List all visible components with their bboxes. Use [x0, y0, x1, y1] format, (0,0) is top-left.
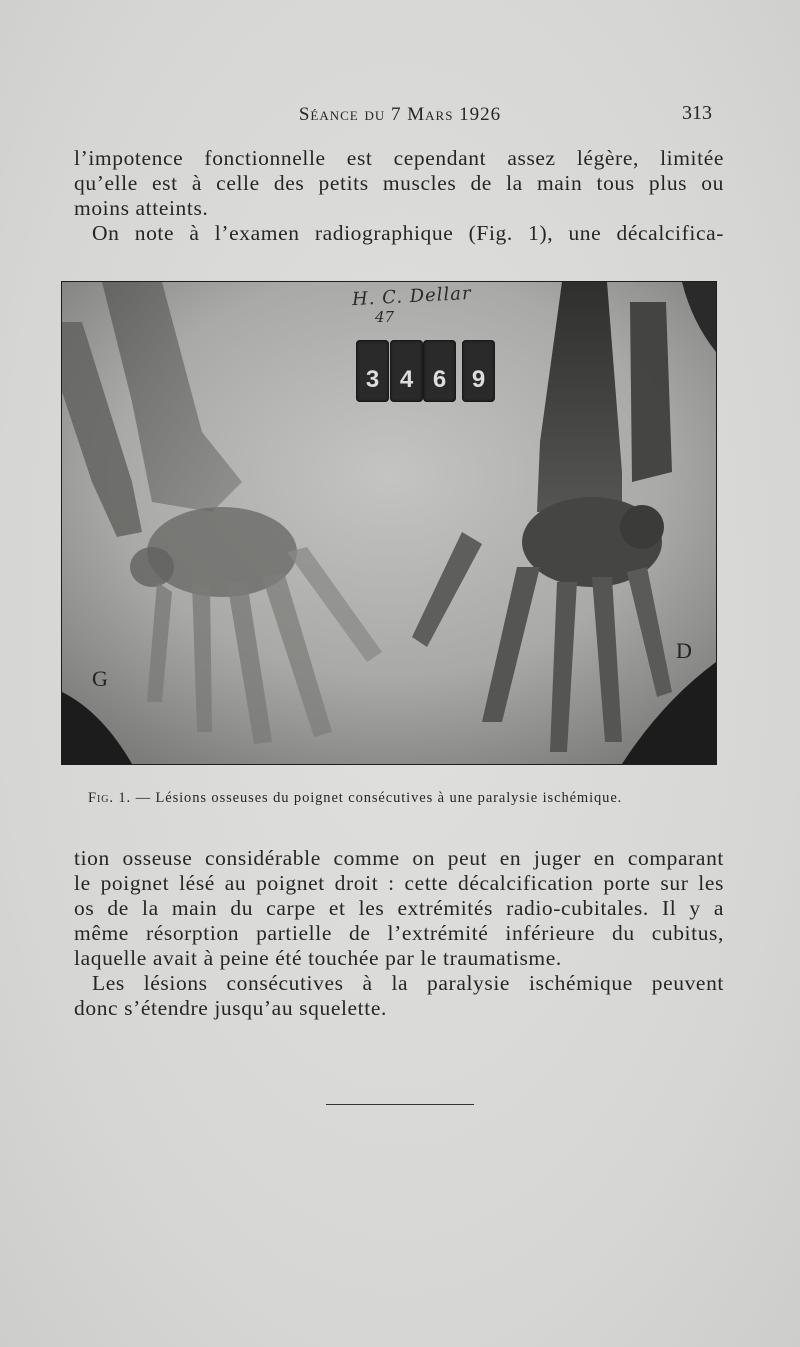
end-rule: [326, 1104, 474, 1105]
text-line: laquelle avait à peine été touchée par le traumatisme.: [74, 946, 562, 970]
text-line: l’impotence fonctionnelle est cependant assez légère, limitée: [74, 146, 724, 170]
page-number: 313: [682, 102, 712, 124]
text-line: os de la main du carpe et les extrémités radio-cubitales. Il y a: [74, 896, 724, 920]
figure-caption: [88, 790, 708, 807]
text-line: le poignet lésé au poignet droit : cette décalcification porte sur les: [74, 871, 724, 895]
running-head: [0, 100, 800, 130]
handwritten-note: H. C. Dellar: [351, 282, 473, 311]
right-side-mark: D: [676, 638, 692, 663]
text-line: qu’elle est à celle des petits muscles de la main tous plus ou: [74, 171, 724, 195]
film-number-digit: 4: [390, 340, 423, 402]
film-number-digit: 6: [423, 340, 456, 402]
text-line: On note à l’examen radiographique (Fig. 1), une décalcifica-: [92, 221, 724, 245]
paragraph-top: [74, 146, 724, 246]
xray-figure: [62, 282, 716, 764]
text-line: moins atteints.: [74, 196, 209, 220]
figure-caption-text: — Lésions osseuses du poignet consécutives à une paralysie ischémique.: [131, 790, 623, 806]
paragraph-bottom: [74, 846, 724, 1021]
handwritten-note-number: 47: [375, 308, 395, 326]
text-line: même résorption partielle de l’extrémité inférieure du cubitus,: [74, 921, 724, 945]
left-side-mark: G: [92, 666, 108, 691]
text-line: tion osseuse considérable comme on peut en juger en comparant: [74, 846, 724, 870]
figure-caption-label: Fig. 1.: [88, 790, 132, 806]
film-number-digit: 3: [356, 340, 389, 402]
text-line: Les lésions consécutives à la paralysie ischémique peuvent: [92, 971, 724, 995]
film-number-digit: 9: [462, 340, 495, 402]
xray-image: [62, 282, 716, 764]
text-line: donc s’étendre jusqu’au squelette.: [74, 996, 387, 1020]
running-head-title: Séance du 7 Mars 1926: [298, 104, 502, 125]
